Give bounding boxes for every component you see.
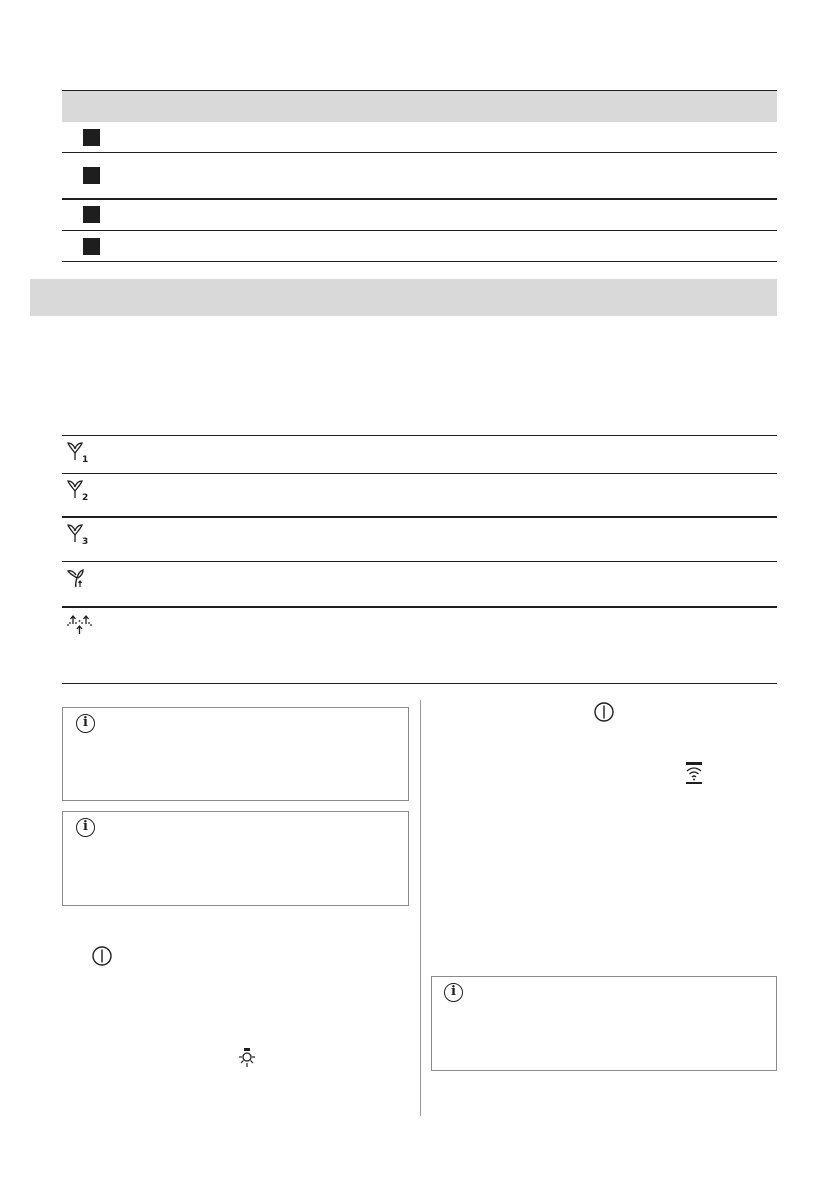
info-note-3 xyxy=(431,976,777,1071)
table-row-divider xyxy=(62,198,777,200)
fan-speed-1-icon xyxy=(66,441,92,465)
power-icon xyxy=(593,701,615,723)
marker-square-2 xyxy=(83,167,100,184)
svg-text:1: 1 xyxy=(82,455,89,465)
marker-square-4 xyxy=(83,238,100,255)
fan-speed-2-icon xyxy=(66,479,92,503)
section-heading-bar xyxy=(30,279,777,316)
info-note-1 xyxy=(62,707,409,801)
info-icon: i xyxy=(76,714,95,733)
function-table-bottom-border xyxy=(62,683,777,684)
table-bottom-border xyxy=(62,261,777,262)
function-table-top-border xyxy=(62,435,777,436)
power-icon xyxy=(91,945,113,967)
table-row-divider xyxy=(62,473,777,474)
table-row-divider xyxy=(62,561,777,562)
info-icon: i xyxy=(76,818,95,837)
info-icon: i xyxy=(444,983,463,1002)
table-header xyxy=(62,90,777,122)
svg-text:2: 2 xyxy=(82,493,89,503)
table-row-divider xyxy=(62,230,777,231)
air-flow-icon xyxy=(66,612,94,636)
light-icon xyxy=(235,1046,259,1070)
marker-square-1 xyxy=(83,129,100,146)
fan-boost-icon xyxy=(66,567,92,591)
fan-speed-3-icon xyxy=(66,523,92,547)
hob2hood-wifi-icon xyxy=(683,761,705,785)
table-row-divider xyxy=(62,516,777,518)
table-row-divider xyxy=(62,152,777,153)
svg-text:3: 3 xyxy=(82,537,89,547)
info-note-2 xyxy=(62,811,409,906)
table-row-divider xyxy=(62,606,777,608)
column-divider xyxy=(420,700,421,1116)
marker-square-3 xyxy=(83,206,100,223)
